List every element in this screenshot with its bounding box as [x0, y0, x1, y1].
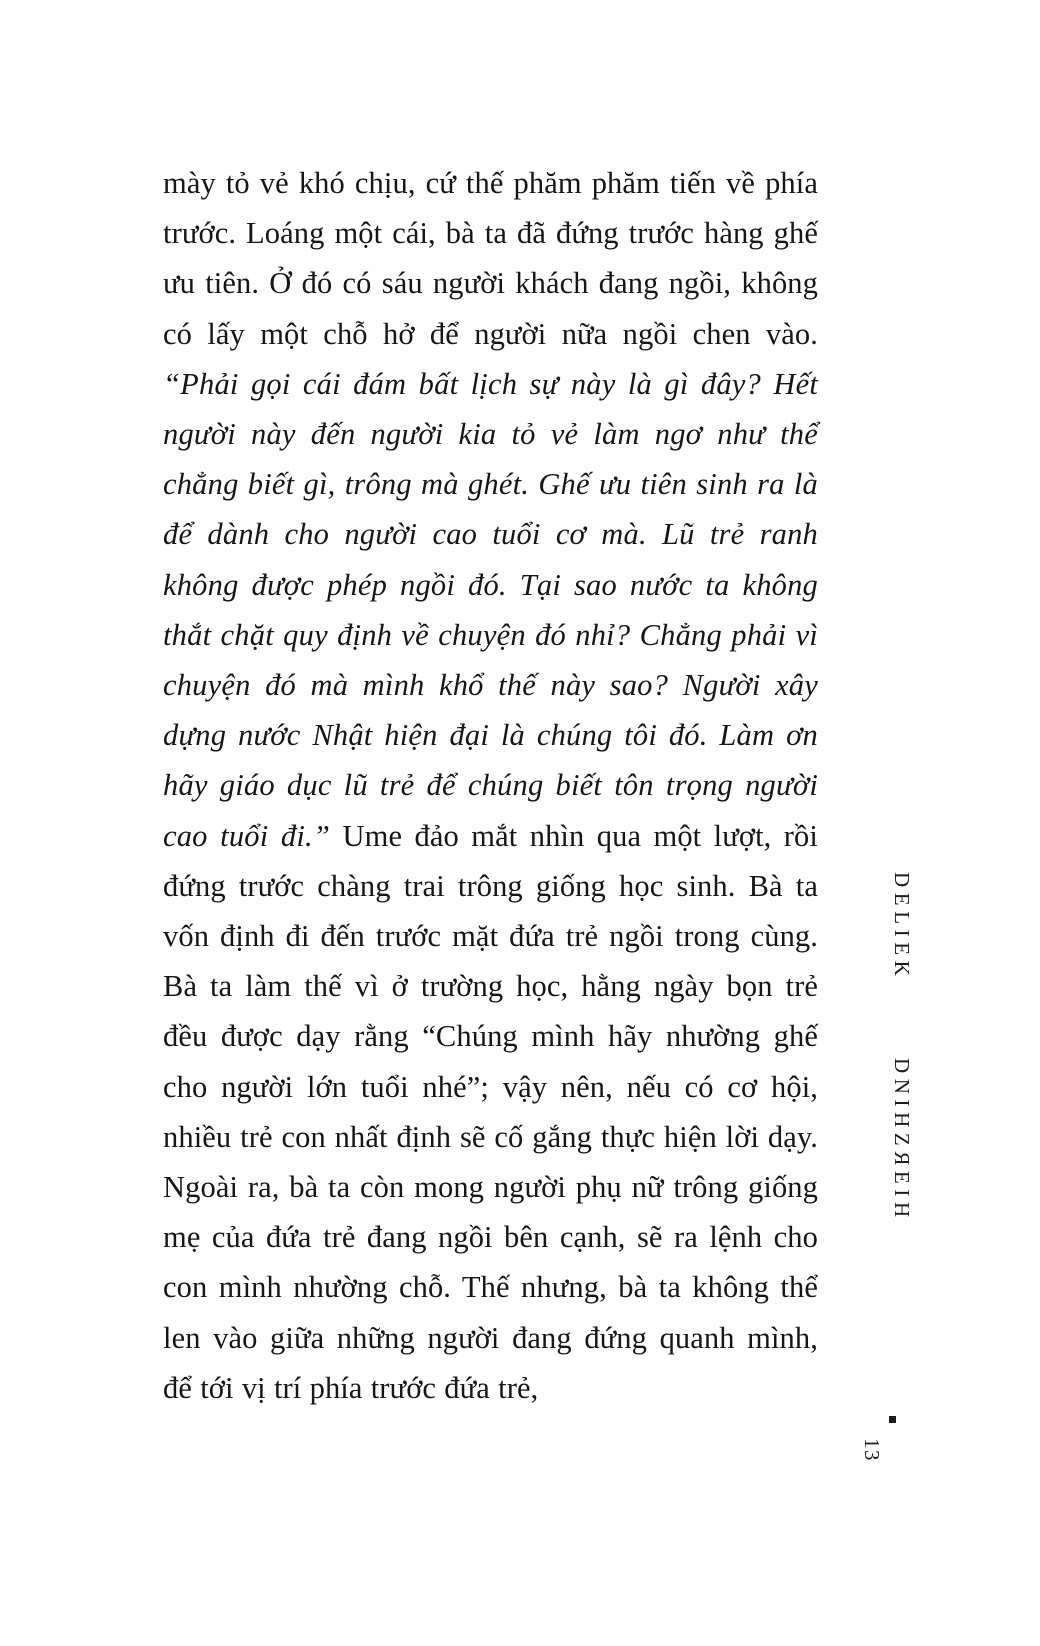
- body-segment-roman-1: mày tỏ vẻ khó chịu, cứ thế phăm phăm tiến về phía trước. Loáng một cái, bà ta đã đứng trước hàng ghế ưu tiên. Ở đó có sáu người khách đang ngồi, không có lấy một chỗ hở để người nữa ngồi chen vào.: [163, 166, 818, 351]
- margin-separator-dot: [889, 1416, 896, 1423]
- page-number: 13: [860, 1438, 884, 1462]
- body-segment-roman-2: Ume đảo mắt nhìn qua một lượt, rồi đứng trước chàng trai trông giống học sinh. Bà ta vốn định đi đến trước mặt đứa trẻ ngồi trong cùng. Bà ta làm thế vì ở trường học, hằng ngày bọn trẻ đều được dạy rằng “Chúng mình hãy nhường ghế cho người lớn tuổi nhé”; vậy nên, nếu có cơ hội, nhiều trẻ con nhất định sẽ cố gắng thực hiện lời dạy. Ngoài ra, bà ta còn mong người phụ nữ trông giống mẹ của đứa trẻ đang ngồi bên cạnh, sẽ ra lệnh cho con mình nhường chỗ. Thế nhưng, bà ta không thể len vào giữa những người đang đứng quanh mình, để tới vị trí phía trước đứa trẻ,: [163, 818, 818, 1405]
- body-segment-italic-quote: “Phải gọi cái đám bất lịch sự này là gì đây? Hết người này đến người kia tỏ vẻ làm ngơ như thể chẳng biết gì, trông mà ghét. Ghế ưu tiên sinh ra là để dành cho người cao tuổi cơ mà. Lũ trẻ ranh không được phép ngồi đó. Tại sao nước ta không thắt chặt quy định về chuyện đó nhỉ? Chẳng phải vì chuyện đó mà mình khổ thế này sao? Người xây dựng nước Nhật hiện đại là chúng tôi đó. Làm ơn hãy giáo dục lũ trẻ để chúng biết tôn trọng người cao tuổi đi.”: [163, 366, 818, 853]
- body-paragraph: [163, 158, 818, 1413]
- running-head-author: DNIHZЯEIH: [890, 1058, 914, 1223]
- margin-running-head: [884, 872, 924, 1432]
- running-head-title: DELIEK: [890, 872, 914, 982]
- body-text-column: [163, 158, 818, 1413]
